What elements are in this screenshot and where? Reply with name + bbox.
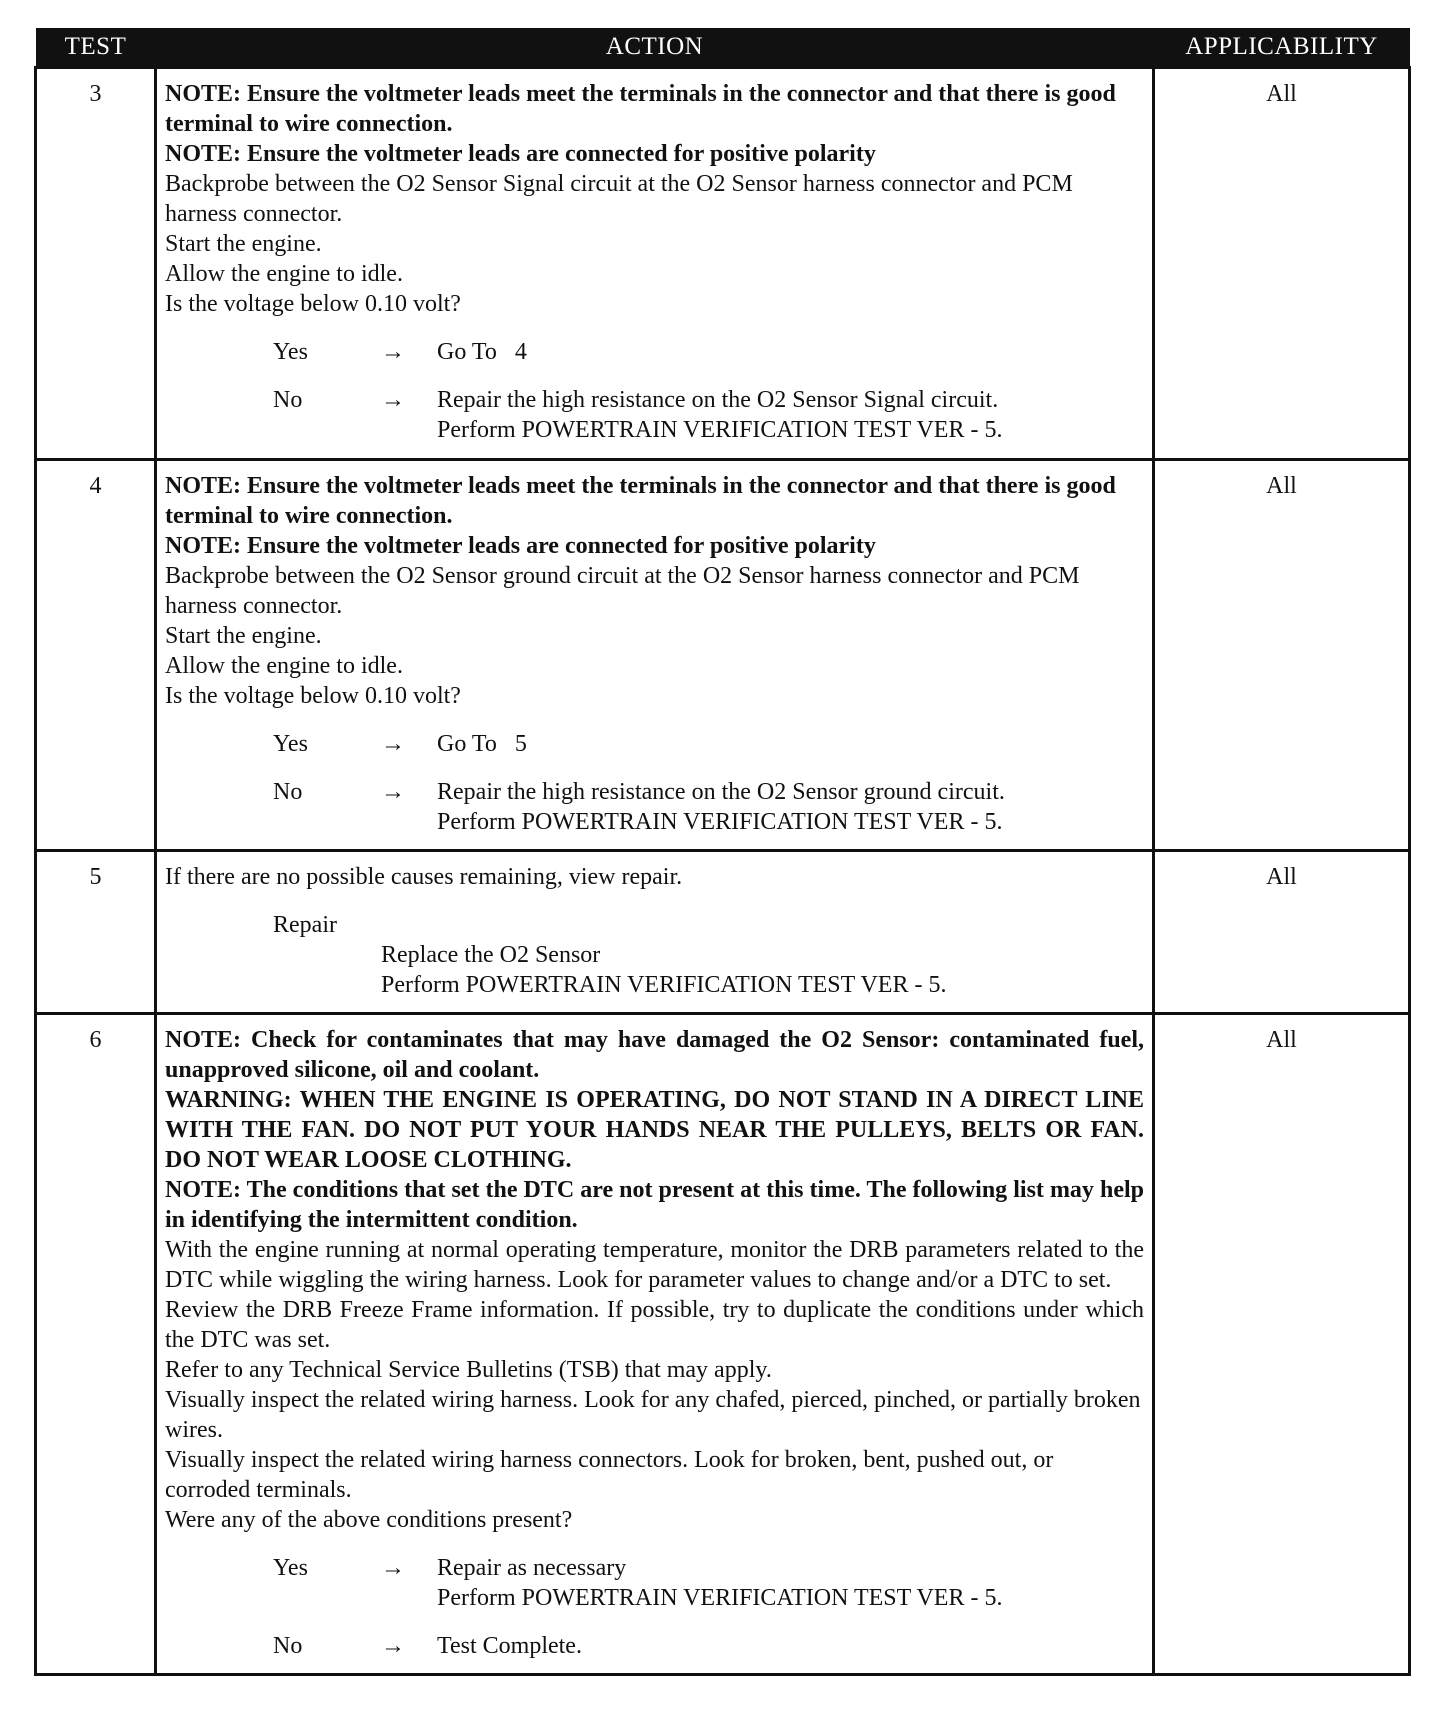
no-result bbox=[165, 1631, 1144, 1661]
yes-text: Go To 4 bbox=[437, 339, 527, 365]
header-applicability: APPLICABILITY bbox=[1154, 28, 1410, 68]
step-text: Allow the engine to idle. bbox=[165, 261, 403, 287]
warning-text: WARNING: WHEN THE ENGINE IS OPERATING, DO NOT STAND IN A DIRECT LINE WITH THE FAN. DO NOT PUT YOUR HANDS NEAR THE PULLEYS, BELTS OR FAN. DO NOT WEAR LOOSE CLOTHING. bbox=[165, 1087, 1144, 1173]
table-row bbox=[36, 68, 1410, 460]
yes-label: Yes bbox=[273, 339, 308, 365]
table-header-row bbox=[36, 28, 1410, 68]
note-text: NOTE: Ensure the voltmeter leads meet the terminals in the connector and that there is good terminal to wire connection. bbox=[165, 473, 1116, 529]
applicability-value: All bbox=[1154, 851, 1410, 1014]
step-text: Visually inspect the related wiring harness connectors. Look for broken, bent, pushed out, or corroded terminals. bbox=[165, 1447, 1054, 1503]
action-cell bbox=[156, 851, 1154, 1014]
applicability-value: All bbox=[1154, 1014, 1410, 1675]
yes-label: Yes bbox=[273, 1555, 308, 1581]
right-arrow-icon: → bbox=[381, 387, 405, 413]
step-text: Visually inspect the related wiring harness. Look for any chafed, pierced, pinched, or partially broken wires. bbox=[165, 1387, 1141, 1443]
yes-text bbox=[437, 1553, 1144, 1613]
no-label: No bbox=[273, 387, 303, 413]
no-text-line: Repair the high resistance on the O2 Sensor Signal circuit. bbox=[437, 387, 999, 413]
note-text: NOTE: Ensure the voltmeter leads are connected for positive polarity bbox=[165, 533, 876, 559]
step-text: Review the DRB Freeze Frame information. If possible, try to duplicate the conditions under which the DTC was set. bbox=[165, 1297, 1144, 1353]
repair-line: Perform POWERTRAIN VERIFICATION TEST VER - 5. bbox=[381, 972, 947, 998]
right-arrow-icon: → bbox=[381, 731, 405, 757]
step-text: Backprobe between the O2 Sensor ground circuit at the O2 Sensor harness connector and PCM harness connector. bbox=[165, 563, 1080, 619]
right-arrow-icon: → bbox=[381, 779, 405, 805]
action-cell bbox=[156, 68, 1154, 460]
header-action: ACTION bbox=[156, 28, 1154, 68]
note-text: NOTE: Check for contaminates that may have damaged the O2 Sensor: contaminated fuel, unapproved silicone, oil and coolant. bbox=[165, 1027, 1144, 1083]
yes-result bbox=[165, 729, 1144, 759]
table-row bbox=[36, 460, 1410, 851]
no-label: No bbox=[273, 779, 303, 805]
step-text: With the engine running at normal operating temperature, monitor the DRB parameters related to the DTC while wiggling the wiring harness. Look for parameter values to change and/or a DTC to set. bbox=[165, 1237, 1144, 1293]
table-row bbox=[36, 1014, 1410, 1675]
right-arrow-icon: → bbox=[381, 1555, 405, 1581]
step-text: Refer to any Technical Service Bulletins (TSB) that may apply. bbox=[165, 1357, 772, 1383]
right-arrow-icon: → bbox=[381, 1633, 405, 1659]
test-number: 5 bbox=[36, 851, 156, 1014]
step-text: Is the voltage below 0.10 volt? bbox=[165, 683, 461, 709]
no-result bbox=[165, 777, 1144, 837]
no-text bbox=[437, 385, 1144, 445]
yes-result bbox=[165, 1553, 1144, 1613]
yes-text-line: Perform POWERTRAIN VERIFICATION TEST VER - 5. bbox=[437, 1585, 1003, 1611]
step-text: Backprobe between the O2 Sensor Signal circuit at the O2 Sensor harness connector and PCM harness connector. bbox=[165, 171, 1073, 227]
test-number: 3 bbox=[36, 68, 156, 460]
repair-line: Replace the O2 Sensor bbox=[381, 942, 601, 968]
no-text-line: Repair the high resistance on the O2 Sensor ground circuit. bbox=[437, 779, 1005, 805]
right-arrow-icon: → bbox=[381, 339, 405, 365]
test-number: 6 bbox=[36, 1014, 156, 1675]
no-result bbox=[165, 385, 1144, 445]
yes-label: Yes bbox=[273, 731, 308, 757]
step-text: Is the voltage below 0.10 volt? bbox=[165, 291, 461, 317]
diagnostic-test-table bbox=[34, 28, 1411, 1676]
note-text: NOTE: Ensure the voltmeter leads are connected for positive polarity bbox=[165, 141, 876, 167]
no-label: No bbox=[273, 1633, 303, 1659]
step-text: Start the engine. bbox=[165, 623, 322, 649]
repair-lines bbox=[165, 940, 1144, 1000]
yes-text: Go To 5 bbox=[437, 731, 527, 757]
note-text: NOTE: The conditions that set the DTC are not present at this time. The following list may help in identifying the intermittent condition. bbox=[165, 1177, 1144, 1233]
repair-label: Repair bbox=[273, 912, 337, 938]
test-number: 4 bbox=[36, 460, 156, 851]
step-text: If there are no possible causes remaining, view repair. bbox=[165, 864, 683, 890]
header-test: TEST bbox=[36, 28, 156, 68]
no-text: Test Complete. bbox=[437, 1633, 582, 1659]
step-text: Allow the engine to idle. bbox=[165, 653, 403, 679]
applicability-value: All bbox=[1154, 68, 1410, 460]
no-text-line: Perform POWERTRAIN VERIFICATION TEST VER - 5. bbox=[437, 417, 1003, 443]
action-cell bbox=[156, 1014, 1154, 1675]
action-cell bbox=[156, 460, 1154, 851]
step-text: Start the engine. bbox=[165, 231, 322, 257]
no-text-line: Perform POWERTRAIN VERIFICATION TEST VER - 5. bbox=[437, 809, 1003, 835]
yes-text-line: Repair as necessary bbox=[437, 1555, 627, 1581]
step-text: Were any of the above conditions present? bbox=[165, 1507, 573, 1533]
yes-result bbox=[165, 337, 1144, 367]
table-row bbox=[36, 851, 1410, 1014]
note-text: NOTE: Ensure the voltmeter leads meet the terminals in the connector and that there is good terminal to wire connection. bbox=[165, 81, 1116, 137]
no-text bbox=[437, 777, 1144, 837]
applicability-value: All bbox=[1154, 460, 1410, 851]
